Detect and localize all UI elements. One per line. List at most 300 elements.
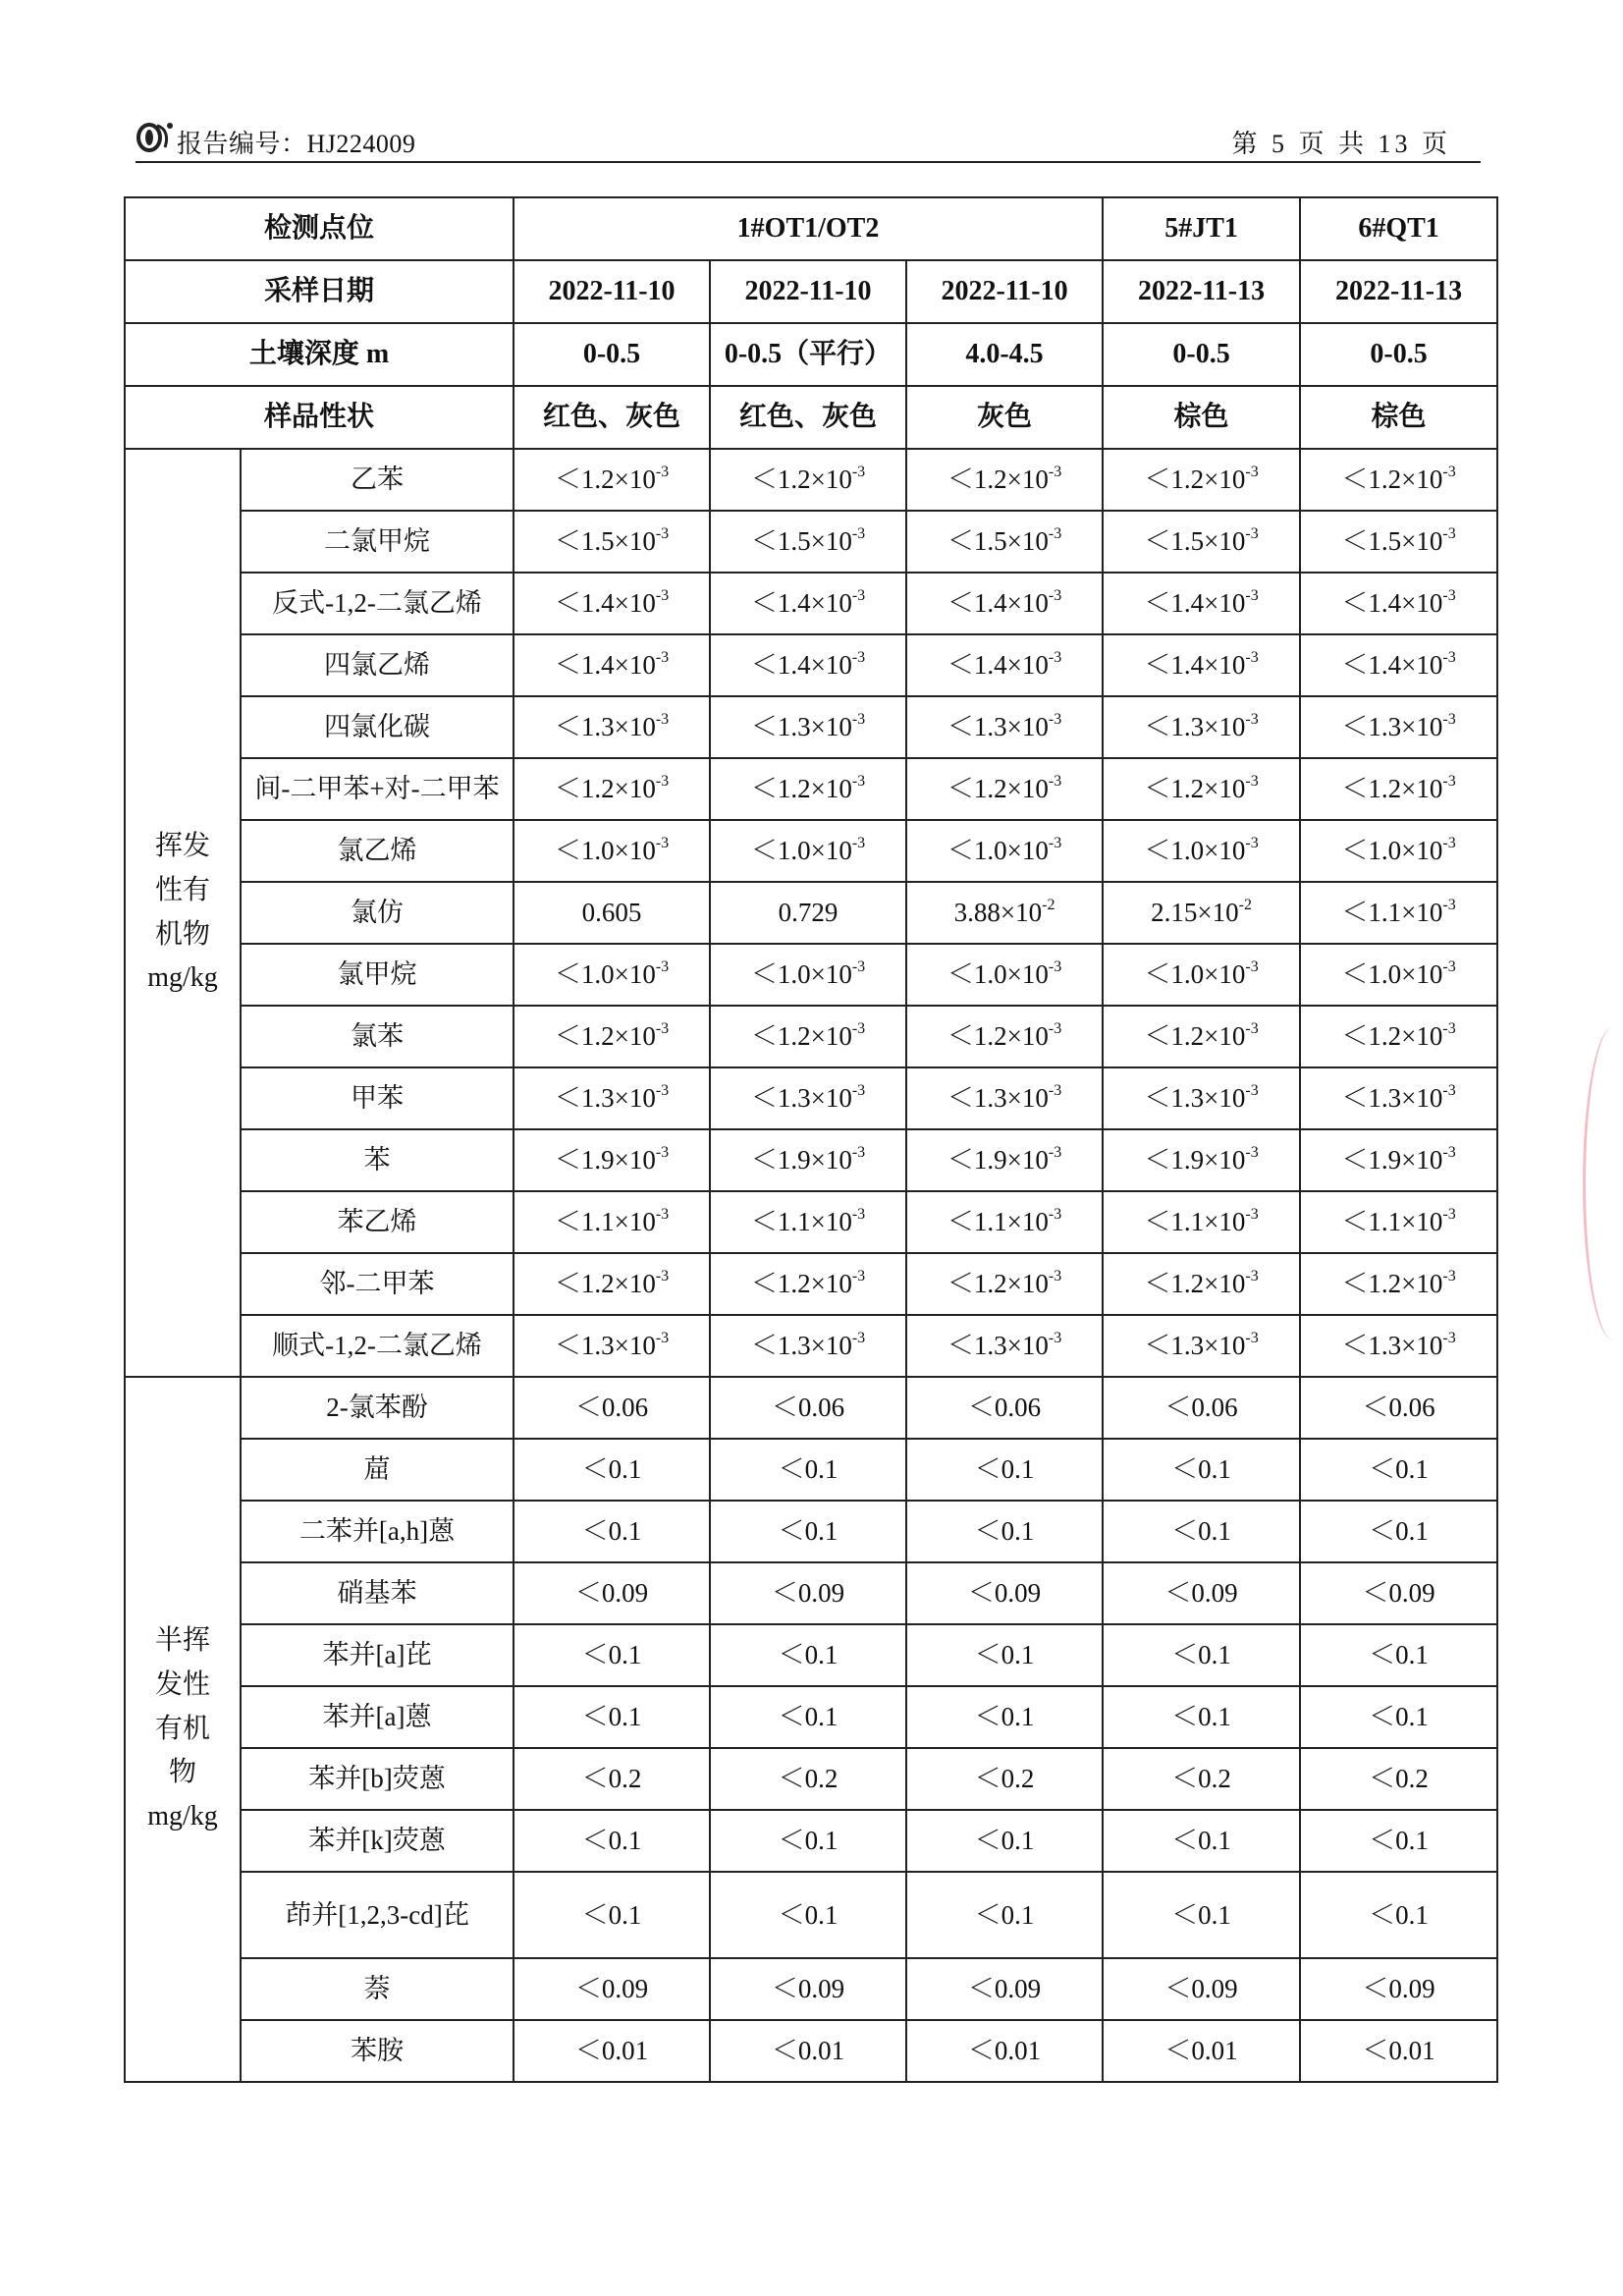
table-row — [125, 758, 1497, 820]
result-value: ＜1.9×10 — [1341, 1145, 1443, 1175]
result-value: ＜1.2×10 — [947, 465, 1049, 495]
result-cell — [906, 1748, 1103, 1810]
result-exponent: -3 — [1048, 1082, 1062, 1100]
date-cell: 2022-11-10 — [710, 260, 906, 323]
result-value: ＜1.2×10 — [750, 774, 852, 804]
result-cell — [710, 1501, 906, 1562]
result-value: ＜1.4×10 — [750, 650, 852, 681]
date-cell: 2022-11-10 — [514, 260, 710, 323]
result-value: ＜0.1 — [974, 1702, 1035, 1732]
result-cell — [514, 1810, 710, 1872]
result-value: ＜0.2 — [1369, 1764, 1429, 1794]
table-row — [125, 1377, 1497, 1439]
trait-cell: 红色、灰色 — [514, 386, 710, 449]
result-value: ＜0.1 — [974, 1640, 1035, 1670]
result-cell — [1300, 1686, 1497, 1748]
result-cell — [514, 1067, 710, 1129]
result-exponent: -2 — [1238, 897, 1252, 914]
result-cell — [514, 758, 710, 820]
result-exponent: -3 — [1245, 1020, 1259, 1038]
result-value: ＜0.1 — [1369, 1826, 1429, 1856]
result-cell — [1103, 1315, 1300, 1377]
result-cell — [1300, 1006, 1497, 1067]
table-row — [125, 1501, 1497, 1562]
analyte-name: 顺式-1,2-二氯乙烯 — [241, 1315, 514, 1377]
result-value: ＜1.3×10 — [1144, 712, 1246, 742]
result-cell — [514, 511, 710, 573]
result-cell — [1300, 1562, 1497, 1624]
result-value: ＜0.1 — [1171, 1899, 1231, 1930]
result-cell — [906, 1377, 1103, 1439]
result-value: ＜1.3×10 — [947, 1083, 1049, 1114]
result-value: ＜1.3×10 — [750, 1331, 852, 1361]
result-exponent: -3 — [851, 1330, 866, 1347]
result-cell — [514, 1377, 710, 1439]
result-value: 3.88×10 — [953, 898, 1043, 928]
result-cell — [1103, 1067, 1300, 1129]
result-exponent: -3 — [1048, 464, 1062, 481]
result-value: ＜0.1 — [778, 1454, 839, 1485]
result-value: ＜1.0×10 — [1341, 836, 1443, 866]
result-cell — [906, 1501, 1103, 1562]
result-value: ＜0.01 — [1362, 2036, 1435, 2066]
table-row — [125, 882, 1497, 944]
result-value: ＜0.09 — [771, 1578, 845, 1609]
analyte-name: 四氯化碳 — [241, 696, 514, 758]
result-value: ＜1.1×10 — [1341, 1207, 1443, 1237]
result-exponent: -3 — [1048, 1206, 1062, 1224]
result-cell — [1300, 882, 1497, 944]
result-cell — [906, 820, 1103, 882]
depth-cell: 0-0.5 — [1103, 323, 1300, 386]
result-cell — [1300, 758, 1497, 820]
result-value: ＜0.01 — [1164, 2036, 1238, 2066]
result-value: ＜0.1 — [1369, 1640, 1429, 1670]
result-value: ＜0.1 — [974, 1826, 1035, 1856]
result-cell — [1103, 1810, 1300, 1872]
result-cell — [710, 696, 906, 758]
table-row — [125, 634, 1497, 696]
table-row — [125, 1067, 1497, 1129]
result-cell — [1300, 1129, 1497, 1191]
result-value: ＜1.2×10 — [1341, 1269, 1443, 1299]
result-value: ＜1.1×10 — [750, 1207, 852, 1237]
result-exponent: -3 — [655, 1330, 670, 1347]
table-row — [125, 820, 1497, 882]
result-value: ＜1.3×10 — [947, 712, 1049, 742]
result-cell — [1103, 1686, 1300, 1748]
result-cell — [1103, 1958, 1300, 2020]
result-cell — [906, 573, 1103, 634]
result-cell — [1103, 1129, 1300, 1191]
result-cell — [710, 882, 906, 944]
analyte-name: 间-二甲苯+对-二甲苯 — [241, 758, 514, 820]
result-exponent: -2 — [1042, 897, 1055, 914]
result-exponent: -3 — [851, 1206, 866, 1224]
result-cell — [710, 2020, 906, 2082]
result-cell — [514, 2020, 710, 2082]
result-cell — [710, 1067, 906, 1129]
result-exponent: -3 — [1442, 773, 1456, 791]
result-value: ＜1.3×10 — [1144, 1331, 1246, 1361]
result-cell — [906, 1686, 1103, 1748]
result-exponent: -3 — [1048, 1020, 1062, 1038]
result-cell — [514, 820, 710, 882]
result-cell — [1300, 449, 1497, 511]
analyte-name: 萘 — [241, 1958, 514, 2020]
result-value: ＜1.3×10 — [1341, 1331, 1443, 1361]
result-cell — [1103, 2020, 1300, 2082]
result-exponent: -3 — [1442, 711, 1456, 729]
result-value: ＜0.06 — [574, 1393, 649, 1423]
result-exponent: -3 — [1048, 1330, 1062, 1347]
result-value: ＜0.1 — [778, 1640, 839, 1670]
result-cell — [1300, 511, 1497, 573]
analyte-name: 氯甲烷 — [241, 944, 514, 1006]
depth-cell: 0-0.5 — [1300, 323, 1497, 386]
result-value: ＜0.1 — [1369, 1702, 1429, 1732]
result-exponent: -3 — [1245, 1144, 1259, 1162]
result-exponent: -3 — [1442, 587, 1456, 605]
result-cell — [1103, 1748, 1300, 1810]
result-value: ＜1.0×10 — [1144, 836, 1246, 866]
result-cell — [514, 1501, 710, 1562]
result-value: ＜1.3×10 — [1144, 1083, 1246, 1114]
result-cell — [1103, 1006, 1300, 1067]
result-value: ＜0.09 — [1164, 1974, 1238, 2004]
result-cell — [906, 1191, 1103, 1253]
result-exponent: -3 — [1048, 587, 1062, 605]
result-cell — [1103, 634, 1300, 696]
result-exponent: -3 — [851, 525, 866, 543]
result-value: ＜1.3×10 — [750, 712, 852, 742]
result-cell — [710, 1129, 906, 1191]
result-value: ＜0.01 — [967, 2036, 1042, 2066]
result-value: ＜0.1 — [581, 1826, 642, 1856]
result-exponent: -3 — [1442, 649, 1456, 667]
result-cell — [906, 696, 1103, 758]
result-cell — [514, 1315, 710, 1377]
result-exponent: -3 — [1048, 525, 1062, 543]
result-exponent: -3 — [1245, 1206, 1259, 1224]
result-value: ＜1.2×10 — [1341, 1021, 1443, 1052]
result-cell — [1103, 1253, 1300, 1315]
result-value: ＜1.3×10 — [554, 1331, 656, 1361]
result-value: ＜0.06 — [1362, 1393, 1435, 1423]
result-exponent: -3 — [851, 711, 866, 729]
result-value: ＜0.1 — [581, 1454, 642, 1485]
result-value: ＜0.2 — [1171, 1764, 1231, 1794]
result-value: ＜1.3×10 — [750, 1083, 852, 1114]
result-value: ＜1.4×10 — [1341, 588, 1443, 619]
result-cell — [1103, 1872, 1300, 1958]
result-cell — [1300, 1377, 1497, 1439]
result-exponent: -3 — [655, 835, 670, 852]
result-exponent: -3 — [1048, 1144, 1062, 1162]
analyte-name: 苯胺 — [241, 2020, 514, 2082]
result-value: ＜1.0×10 — [750, 959, 852, 990]
table-row — [125, 696, 1497, 758]
table-row — [125, 1686, 1497, 1748]
result-cell — [710, 1624, 906, 1686]
seal-stamp-edge — [1583, 1026, 1623, 1340]
result-cell — [1300, 1067, 1497, 1129]
table-row — [125, 511, 1497, 573]
depth-cell: 0-0.5（平行） — [710, 323, 906, 386]
result-value: ＜1.3×10 — [947, 1331, 1049, 1361]
table-row — [125, 1129, 1497, 1191]
trait-cell: 棕色 — [1300, 386, 1497, 449]
result-cell — [514, 449, 710, 511]
result-value: ＜1.5×10 — [1341, 526, 1443, 557]
table-row — [125, 1872, 1497, 1958]
result-exponent: -3 — [1442, 1082, 1456, 1100]
result-cell — [514, 696, 710, 758]
result-exponent: -3 — [1245, 464, 1259, 481]
depth-cell: 0-0.5 — [514, 323, 710, 386]
result-cell — [514, 1439, 710, 1501]
analyte-name: 氯乙烯 — [241, 820, 514, 882]
result-exponent: -3 — [1442, 464, 1456, 481]
result-value: ＜1.0×10 — [947, 836, 1049, 866]
result-exponent: -3 — [1245, 711, 1259, 729]
result-value: ＜0.1 — [1171, 1640, 1231, 1670]
result-exponent: -3 — [1245, 1268, 1259, 1285]
table-row — [125, 1958, 1497, 2020]
row-date — [125, 260, 1497, 323]
point-5: 5#JT1 — [1103, 197, 1300, 260]
result-value: ＜1.2×10 — [1144, 1021, 1246, 1052]
result-cell — [710, 820, 906, 882]
result-exponent: -3 — [1442, 1206, 1456, 1224]
result-value: ＜1.2×10 — [750, 1269, 852, 1299]
result-cell — [514, 1624, 710, 1686]
result-cell — [710, 1377, 906, 1439]
result-cell — [906, 1810, 1103, 1872]
result-value: ＜1.1×10 — [1341, 898, 1443, 928]
report-number: 报告编号：HJ224009 — [177, 130, 416, 158]
table-row — [125, 2020, 1497, 2082]
result-value: ＜1.2×10 — [1144, 465, 1246, 495]
result-value: ＜0.1 — [1171, 1702, 1231, 1732]
result-exponent: -3 — [1048, 711, 1062, 729]
result-cell — [514, 1958, 710, 2020]
result-cell — [710, 1006, 906, 1067]
result-exponent: -3 — [851, 1082, 866, 1100]
table-row — [125, 1810, 1497, 1872]
result-exponent: -3 — [851, 464, 866, 481]
result-exponent: -3 — [1442, 1020, 1456, 1038]
result-exponent: -3 — [1245, 958, 1259, 976]
result-value: ＜0.1 — [1171, 1826, 1231, 1856]
result-value: ＜0.1 — [974, 1454, 1035, 1485]
result-cell — [1300, 944, 1497, 1006]
result-cell — [906, 1253, 1103, 1315]
analyte-name: 反式-1,2-二氯乙烯 — [241, 573, 514, 634]
result-value: ＜1.0×10 — [1144, 959, 1246, 990]
analyte-name: 硝基苯 — [241, 1562, 514, 1624]
result-exponent: -3 — [1442, 958, 1456, 976]
result-cell — [710, 1253, 906, 1315]
result-value: ＜1.2×10 — [947, 1021, 1049, 1052]
table-row — [125, 1006, 1497, 1067]
label-trait: 样品性状 — [125, 386, 514, 449]
result-value: ＜1.2×10 — [1341, 465, 1443, 495]
table-row — [125, 1748, 1497, 1810]
result-cell — [1103, 511, 1300, 573]
result-cell — [514, 1253, 710, 1315]
result-exponent: -3 — [655, 773, 670, 791]
table-row — [125, 573, 1497, 634]
result-cell — [1103, 758, 1300, 820]
result-value: ＜0.1 — [581, 1516, 642, 1547]
result-value: 2.15×10 — [1151, 898, 1239, 928]
result-cell — [1300, 1191, 1497, 1253]
row-point — [125, 197, 1497, 260]
result-cell — [906, 634, 1103, 696]
result-cell — [710, 573, 906, 634]
result-value: ＜0.1 — [1171, 1454, 1231, 1485]
result-cell — [906, 758, 1103, 820]
result-value: ＜1.2×10 — [1144, 1269, 1246, 1299]
analyte-name: 乙苯 — [241, 449, 514, 511]
result-value: ＜1.4×10 — [1341, 650, 1443, 681]
result-cell — [1103, 1562, 1300, 1624]
point-6: 6#QT1 — [1300, 197, 1497, 260]
analyte-name: 二氯甲烷 — [241, 511, 514, 573]
label-point: 检测点位 — [125, 197, 514, 260]
result-exponent: -3 — [655, 958, 670, 976]
result-cell — [710, 944, 906, 1006]
result-value: ＜0.09 — [1362, 1578, 1435, 1609]
analyte-name: 苯并[a]芘 — [241, 1624, 514, 1686]
result-exponent: -3 — [851, 1268, 866, 1285]
result-exponent: -3 — [655, 1082, 670, 1100]
result-cell — [1103, 573, 1300, 634]
result-cell — [514, 634, 710, 696]
analyte-name: 氯仿 — [241, 882, 514, 944]
result-exponent: -3 — [1442, 1144, 1456, 1162]
svoc-group-label: 半挥 发性 有机 物 mg/kg — [125, 1377, 241, 2082]
result-value: ＜1.2×10 — [947, 774, 1049, 804]
result-cell — [1300, 820, 1497, 882]
result-cell — [710, 1958, 906, 2020]
result-cell — [1103, 1377, 1300, 1439]
depth-cell: 4.0-4.5 — [906, 323, 1103, 386]
result-exponent: -3 — [1048, 958, 1062, 976]
result-exponent: -3 — [1048, 649, 1062, 667]
analyte-name: 四氯乙烯 — [241, 634, 514, 696]
result-cell — [906, 1129, 1103, 1191]
result-value: ＜0.09 — [967, 1578, 1042, 1609]
trait-cell: 红色、灰色 — [710, 386, 906, 449]
result-value: ＜1.3×10 — [1341, 1083, 1443, 1114]
analyte-name: 䓛 — [241, 1439, 514, 1501]
result-cell — [710, 1748, 906, 1810]
result-value: ＜0.1 — [778, 1826, 839, 1856]
result-value: ＜0.09 — [1362, 1974, 1435, 2004]
result-cell — [514, 1686, 710, 1748]
result-value: ＜0.1 — [1171, 1516, 1231, 1547]
result-cell — [514, 1191, 710, 1253]
table-row — [125, 449, 1497, 511]
result-value: ＜1.2×10 — [750, 1021, 852, 1052]
test-results-table — [124, 196, 1498, 2083]
result-cell — [906, 1067, 1103, 1129]
result-cell — [1103, 1439, 1300, 1501]
result-value: ＜0.1 — [581, 1899, 642, 1930]
result-value: ＜1.4×10 — [1144, 588, 1246, 619]
result-value: ＜1.2×10 — [1144, 774, 1246, 804]
result-cell — [906, 1439, 1103, 1501]
result-cell — [1103, 944, 1300, 1006]
result-exponent: -3 — [655, 649, 670, 667]
result-cell — [710, 1191, 906, 1253]
analyte-name: 苯 — [241, 1129, 514, 1191]
result-exponent: -3 — [851, 835, 866, 852]
table-row — [125, 1253, 1497, 1315]
point-1: 1#OT1/OT2 — [514, 197, 1103, 260]
analyte-name: 邻-二甲苯 — [241, 1253, 514, 1315]
analyte-name: 二苯并[a,h]蒽 — [241, 1501, 514, 1562]
result-value: ＜1.4×10 — [947, 588, 1049, 619]
result-cell — [906, 1006, 1103, 1067]
result-exponent: -3 — [655, 1020, 670, 1038]
result-value: ＜0.09 — [967, 1974, 1042, 2004]
result-value: ＜1.4×10 — [554, 588, 656, 619]
result-cell — [1300, 573, 1497, 634]
result-cell — [1103, 696, 1300, 758]
result-exponent: -3 — [655, 711, 670, 729]
result-value: ＜1.1×10 — [554, 1207, 656, 1237]
result-cell — [514, 944, 710, 1006]
result-cell — [1103, 820, 1300, 882]
result-cell — [1300, 1439, 1497, 1501]
result-cell — [1103, 1501, 1300, 1562]
result-exponent: -3 — [1245, 835, 1259, 852]
result-value: ＜1.2×10 — [554, 1021, 656, 1052]
result-value: ＜1.2×10 — [554, 465, 656, 495]
result-value: ＜0.1 — [1369, 1899, 1429, 1930]
result-value: ＜0.01 — [574, 2036, 649, 2066]
result-cell — [514, 573, 710, 634]
result-exponent: -3 — [1442, 1268, 1456, 1285]
result-value: ＜0.2 — [974, 1764, 1035, 1794]
result-cell — [710, 449, 906, 511]
result-value: ＜0.06 — [771, 1393, 845, 1423]
result-value: ＜0.01 — [771, 2036, 845, 2066]
result-value: ＜0.1 — [1369, 1454, 1429, 1485]
label-date: 采样日期 — [125, 260, 514, 323]
result-exponent: -3 — [655, 1268, 670, 1285]
result-cell — [1300, 634, 1497, 696]
result-cell — [906, 944, 1103, 1006]
trait-cell: 棕色 — [1103, 386, 1300, 449]
result-cell — [710, 1439, 906, 1501]
result-exponent: -3 — [851, 1020, 866, 1038]
analyte-name: 2-氯苯酚 — [241, 1377, 514, 1439]
result-value: ＜1.0×10 — [1341, 959, 1443, 990]
result-exponent: -3 — [851, 1144, 866, 1162]
result-value: ＜0.09 — [574, 1578, 649, 1609]
result-cell — [906, 1562, 1103, 1624]
result-cell — [1103, 449, 1300, 511]
table-row — [125, 1439, 1497, 1501]
result-value: ＜1.1×10 — [947, 1207, 1049, 1237]
result-cell — [514, 1562, 710, 1624]
result-cell — [514, 1129, 710, 1191]
result-value: ＜0.06 — [1164, 1393, 1238, 1423]
